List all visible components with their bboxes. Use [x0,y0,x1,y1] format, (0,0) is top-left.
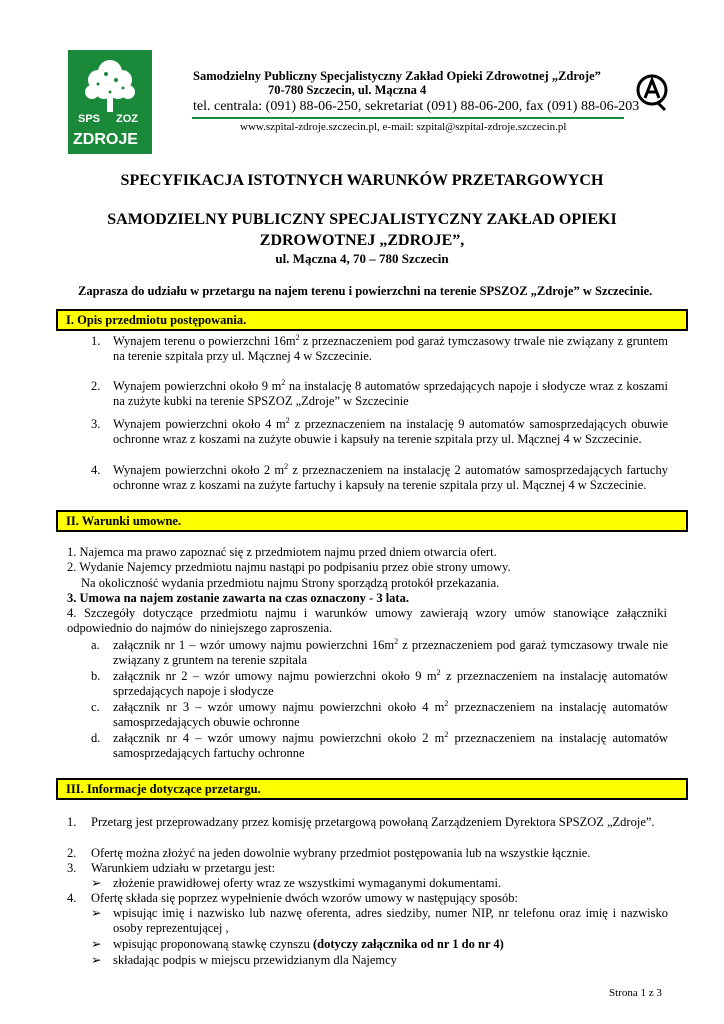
org-name-line2: ZDROWOTNEJ „ZDROJE”, [259,232,465,249]
s3-item2-text: Ofertę można złożyć na jeden dowolnie wybrany przedmiot postępowania lub na wszystkie łącznie. [91,846,591,860]
org-address: ul. Mączna 4, 70 – 780 Szczecin [275,251,449,266]
s2-point4: 4. Szczegóły dotyczące przedmiotu najmu i warunków umowy zawierają wzory umów stanowiące załączniki odpowiednio do najmów do niniejszego zaproszenia. [67,606,667,635]
quality-certificate-icon [635,72,669,112]
s1-item4-text: Wynajem powierzchni około 2 $m^2$ z przeznaczeniem na instalację 2 automatów samosprzedających fartuchy ochronne wraz z koszami na zużyte fartuchy i kapsuły na terenie szpitala przy ul. Mącznej 4 w Szczecinie. [113,461,668,492]
invitation-text: Zaprasza do udziału w przetargu na najem terenu i powierzchni na terenie SPSZOZ „Zdroje” w Szczecinie. [78,284,653,298]
s2-sub-a-num: a. [91,638,100,652]
s3-bullet-icon: ➢ [91,876,102,890]
section-1-heading: I. Opis przedmiotu postępowania. [56,309,688,331]
s2-point1: 1. Najemca ma prawo zapoznać się z przedmiotem najmu przed dniem otwarcia ofert. [67,545,497,559]
s3-item3-num: 3. [67,861,77,875]
s3-item4-bullet2: wpisując proponowaną stawkę czynszu (dotyczy załącznika od nr 1 do nr 4) [113,937,504,951]
s3-item4-text: Ofertę składa się poprzez wypełnienie dwóch wzorów umowy w następujący sposób: [91,891,518,905]
s1-item4-num: 4. [91,463,101,477]
s3-item4-bullet3: składając podpis w miejscu przewidzianym dla Najemcy [113,953,397,967]
header-address: 70-780 Szczecin, ul. Mączna 4 [268,83,427,97]
org-name-line1: SAMODZIELNY PUBLICZNY SPECJALISTYCZNY ZAKŁAD OPIEKI [107,211,617,228]
document-title: SPECYFIKACJA ISTOTNYCH WARUNKÓW PRZETARGOWYCH [120,172,604,189]
spszoz-zdroje-logo [68,50,152,154]
s2-sub-c-text: załącznik nr 3 – wzór umowy najmu powierzchni około 4 $m^2$ przeznaczeniem na instalację automatów samosprzedających obuwie ochronne [113,698,668,729]
s2-sub-b-text: załącznik nr 2 – wzór umowy najmu powierzchni około 9 $m^2$ z przeznaczeniem na instalację automatów sprzedających napoje i słodycze [113,667,668,698]
s1-item3-num: 3. [91,417,101,431]
section-2-heading: II. Warunki umowne. [56,510,688,532]
s3-item4-num: 4. [67,891,77,905]
s2-sub-d-num: d. [91,731,101,745]
s2-sub-d-text: załącznik nr 4 – wzór umowy najmu powierzchni około 2 $m^2$ przeznaczeniem na instalację automatów samosprzedających fartuchy ochronne [113,729,668,760]
logo-sps-text: SPS [78,113,101,125]
s2-point2-continued: Na okoliczność wydania przedmiotu najmu Strony sporządzą protokół przekazania. [81,576,500,590]
logo-zoz-text: ZOZ [116,113,138,125]
section-3-heading: III. Informacje dotyczące przetargu. [56,778,688,800]
s1-item1-text: Wynajem terenu o powierzchni $16m^2$ z przeznaczeniem pod garaż tymczasowy trwale nie związany z gruntem na terenie szpitala przy ul. Mącznej 4 w Szczecinie. [113,332,668,363]
s1-item2-text: Wynajem powierzchni około 9 $m^2$ na instalację 8 automatów sprzedających napoje i słodycze wraz z koszami na zużyte kubki na terenie SPSZOZ „Zdroje” w Szczecinie [113,377,668,408]
s2-point2: 2. Wydanie Najemcy przedmiotu najmu nastąpi po podpisaniu przez obie strony umowy. [67,560,511,574]
s1-item1-num: 1. [91,334,101,348]
header-phones: tel. centrala: (091) 88-06-250, sekretariat (091) 88-06-200, fax (091) 88-06-203 [193,99,640,114]
header-divider [192,117,624,119]
s1-item2-num: 2. [91,379,101,393]
s3-item4-bullet1: wpisując imię i nazwisko lub nazwę oferenta, adres siedziby, numer NIP, nr telefonu oraz imię i nazwisko osoby reprezentującej , [113,906,668,935]
page-number: Strona 1 z 3 [609,987,662,999]
s2-sub-a-text: załącznik nr 1 – wzór umowy najmu powierzchni $16m^2$ z przeznaczeniem pod garaż tymczasowy trwale nie związany z gruntem na terenie szpitala [113,636,668,667]
s3-item2-num: 2. [67,846,77,860]
s2-sub-b-num: b. [91,669,101,683]
s3-bullet-icon: ➢ [91,953,102,967]
s3-item3-text: Warunkiem udziału w przetargu jest: [91,861,276,875]
s2-point3: 3. Umowa na najem zostanie zawarta na czas oznaczony - 3 lata. [67,591,409,605]
s3-bullet-icon: ➢ [91,937,102,951]
s3-bullet-icon: ➢ [91,906,102,920]
logo-zdroje-text: ZDROJE [73,131,138,148]
s3-item1-text: Przetarg jest przeprowadzany przez komisję przetargową powołaną Zarządzeniem Dyrektora SPSZOZ „Zdroje”. [91,815,655,829]
s2-sub-c-num: c. [91,700,100,714]
s3-item1-num: 1. [67,815,77,829]
header-web-email: www.szpital-zdroje.szczecin.pl, e-mail: szpital@szpital-zdroje.szczecin.pl [240,121,567,133]
s3-item3-bullet: złożenie prawidłowej oferty wraz ze wszystkimi wymaganymi dokumentami. [113,876,502,890]
s1-item3-text: Wynajem powierzchni około 4 $m^2$ z przeznaczeniem na instalację 9 automatów samosprzedających obuwie ochronne wraz z koszami na zużyte obuwie i kapsuły na terenie szpitala przy ul. Mącznej 4 w Szczecinie. [113,415,668,446]
header-institution-name: Samodzielny Publiczny Specjalistyczny Zakład Opieki Zdrowotnej „Zdroje” [193,69,601,83]
